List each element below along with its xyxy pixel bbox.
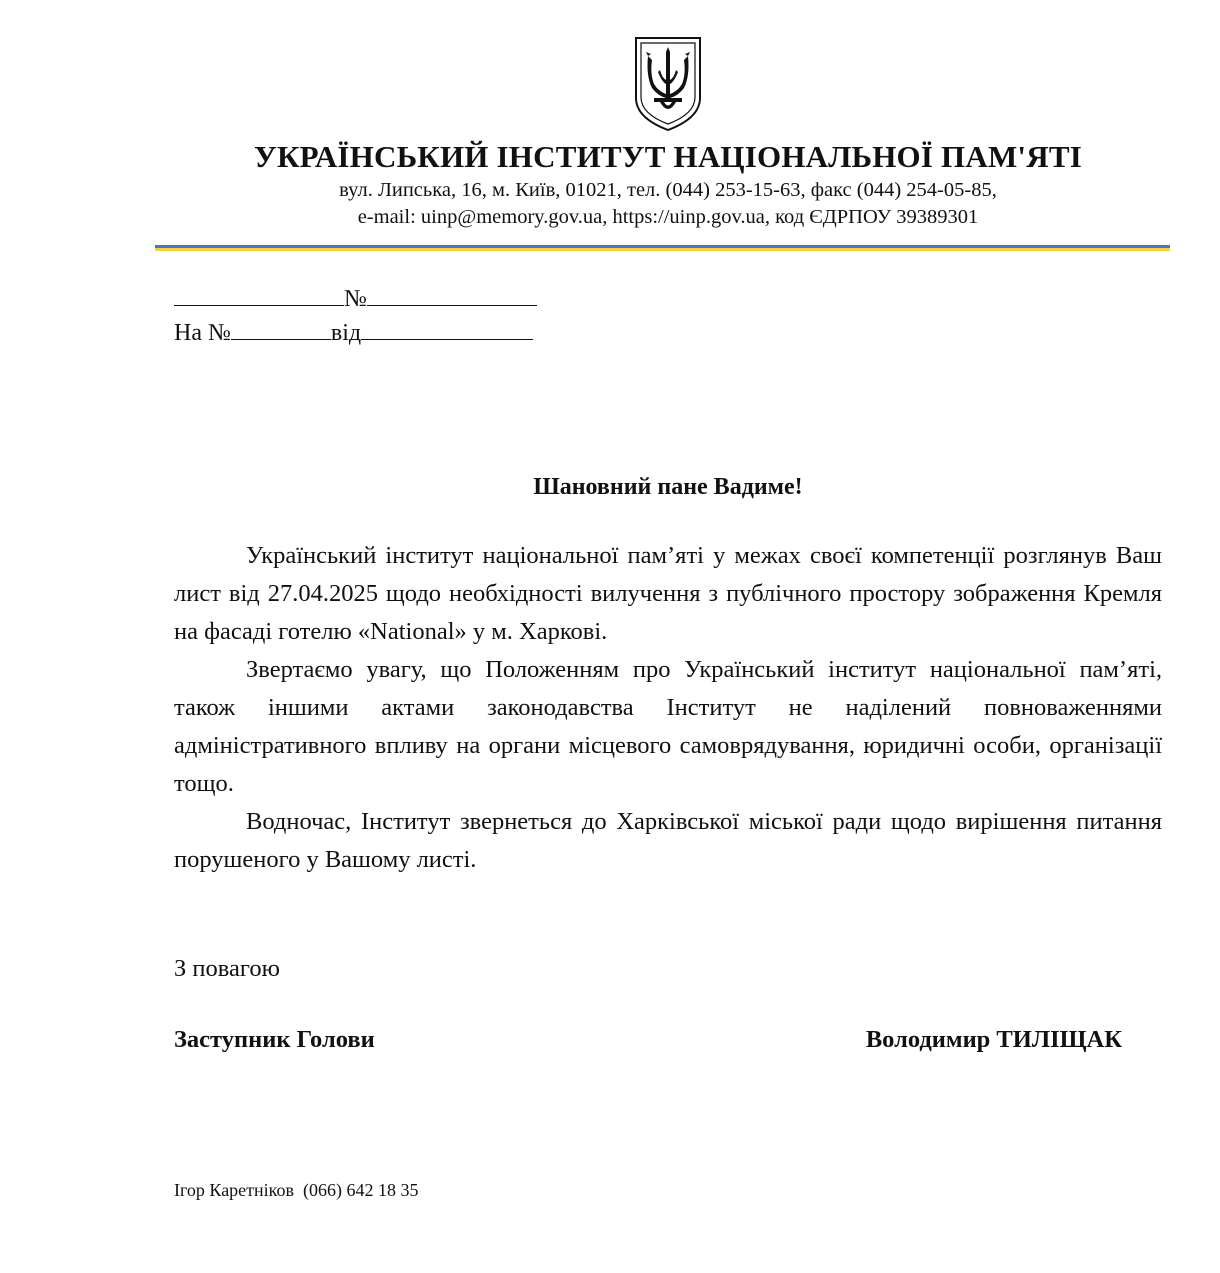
salutation: Шановний пане Вадиме! xyxy=(533,474,803,500)
flag-color-divider xyxy=(155,245,1170,251)
body-paragraph: Водночас, Інститут звернеться до Харківської міської ради щодо вирішення питання порушеного у Вашому листі. xyxy=(174,808,1162,873)
registration-fields xyxy=(174,282,537,350)
reply-date-blank xyxy=(361,317,533,340)
contacts-line: e-mail: uinp@memory.gov.ua, https://uinp.gov.ua, код ЄДРПОУ 39389301 xyxy=(357,206,979,228)
reply-prefix: На № xyxy=(174,320,231,346)
closing-phrase: З повагою xyxy=(174,955,280,982)
number-blank xyxy=(367,283,537,306)
trident-coat-of-arms-icon xyxy=(634,36,702,132)
executor-contact: Ігор Каретніков (066) 642 18 35 xyxy=(174,1180,419,1200)
address-line: вул. Липська, 16, м. Київ, 01021, тел. (044) 253-15-63, факс (044) 254-05-85, xyxy=(339,179,997,201)
organization-name: УКРАЇНСЬКИЙ ІНСТИТУТ НАЦІОНАЛЬНОЇ ПАМ'ЯТІ xyxy=(254,139,1082,174)
body-paragraph: Звертаємо увагу, що Положенням про Український інститут національної пам’яті, також іншими актами законодавства Інститут не наділений повноваженнями адміністративного впливу на органи місцевого самоврядування, юридичні особи, організації тощо. xyxy=(174,656,1162,797)
letter-body xyxy=(174,537,1162,879)
outgoing-number-line xyxy=(174,282,537,316)
organization-address xyxy=(150,177,1186,231)
divider-yellow-stripe xyxy=(155,248,1170,251)
date-blank xyxy=(174,283,344,306)
reply-reference-line xyxy=(174,316,537,350)
number-sign: № xyxy=(344,286,367,312)
signer-name: Володимир ТИЛІЩАК xyxy=(865,1026,1122,1053)
from-label: від xyxy=(330,320,362,346)
reply-number-blank xyxy=(231,317,331,340)
signer-position: Заступник Голови xyxy=(174,1026,375,1053)
body-paragraph: Український інститут національної пам’яті у межах своєї компетенції розглянув Ваш лист від 27.04.2025 щодо необхідності вилучення з публічного простору зображення Кремля на фасаді готелю «National» у м. Харкові. xyxy=(174,542,1162,645)
